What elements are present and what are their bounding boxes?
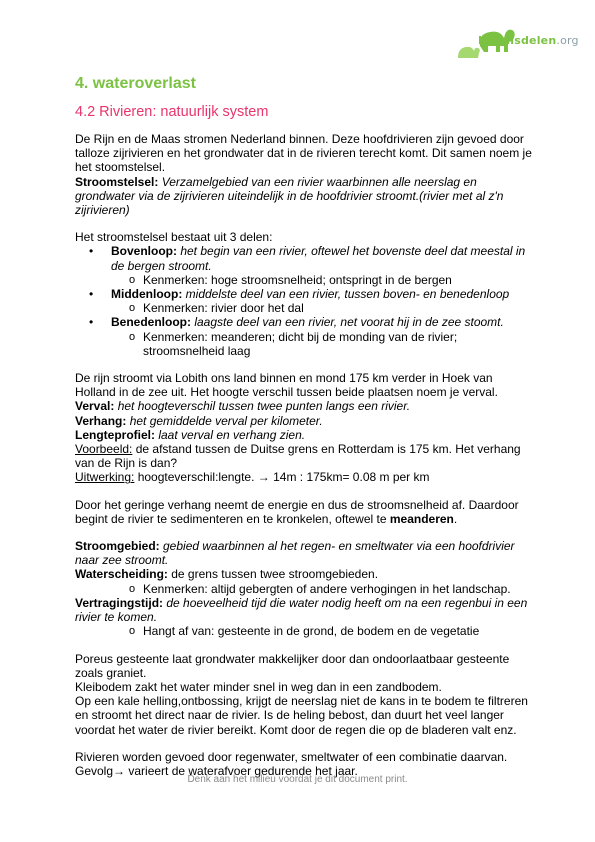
kleibodem-paragraph: Kleibodem zakt het water minder snel in weg dan in een zandbodem.	[75, 679, 442, 694]
list-item-benedenloop: • Benedenloop: laagste deel van een rivier, net voorat hij in de zee stoomt.	[89, 315, 504, 330]
uitwerking: Uitwerking: hoogteverschil:lengte. → 14m : 175km= 0.08 m per km	[75, 470, 430, 485]
delen-intro: Het stroomstelsel bestaat uit 3 delen:	[75, 230, 273, 245]
list-item-middenloop: • Middenloop: middelste deel van een rivier, tussen boven- en benedenloop	[89, 287, 510, 302]
definition-verhang: Verhang: het gemiddelde verval per kilometer.	[75, 413, 323, 428]
document-body	[75, 132, 535, 778]
definition-waterscheiding: Waterscheiding: de grens tussen twee stroomgebieden.	[75, 567, 379, 582]
logo-text: Kennisdelen.org	[478, 34, 579, 47]
definition-vertragingstijd: Vertragingstijd: de hoeveelheid tijd die water nodig heeft om na een regenbui in een rivier te komen.	[75, 595, 528, 625]
page-title: 4. wateroverlast	[75, 75, 196, 92]
definition-stroomstelsel: Stroomstelsel: Verzamelgebied van een rivier waarbinnen alle neerslag en grondwater via de zijrivieren uiteindelijk in de hoofdrivier stroomt.(rivier met al z'n zijrivieren)	[75, 174, 504, 218]
sub-item-bovenloop: o Kenmerken: hoge stroomsnelheid; ontspringt in de bergen	[129, 272, 452, 287]
rijn-paragraph: De rijn stroomt via Lobith ons land binnen en mond 175 km verder in Hoek van Holland in de zee uit. Het hoogte verschil tussen beide plaatsen noem je verval.	[75, 371, 498, 400]
section-title: 4.2 Rivieren: natuurlijk system	[75, 104, 269, 120]
gesteente-paragraph: Poreus gesteente laat grondwater makkelijker door dan ondoorlaatbaar gesteente zoals graniet.	[75, 651, 510, 680]
sub-item-middenloop: o Kenmerken: rivier door het dal	[129, 301, 304, 316]
sub-item-vertragingstijd: o Hangt af van: gesteente in de grond, de bodem en de vegetatie	[129, 624, 480, 639]
sub-item-benedenloop: o Kenmerken: meanderen; dicht bij de monding van de rivier; stroomsnelheid laag	[129, 329, 458, 358]
page-footer: Denk aan het milieu voordat je dit document print.	[187, 774, 408, 785]
definition-verval: Verval: het hoogteverschil tussen twee punten langs een rivier.	[75, 399, 411, 414]
kennisdelen-logo	[458, 16, 578, 58]
list-item-bovenloop: • Bovenloop: het begin van een rivier, oftewel het bovenste deel dat meestal in de bergen stroomt.	[89, 244, 526, 273]
sub-item-waterscheiding: o Kenmerken: altijd gebergten of andere verhogingen in het landschap.	[129, 581, 511, 596]
voorbeeld: Voorbeeld: de afstand tussen de Duitse grens en Rotterdam is 175 km. Het verhang van de Rijn is dan?	[75, 442, 521, 471]
gevoed-paragraph: Rivieren worden gevoed door regenwater, smeltwater of een combinatie daarvan.	[75, 749, 508, 764]
meanderen-paragraph: Door het geringe verhang neemt de energie en dus de stroomsnelheid af. Daardoor begint de rivier te sedimenteren en te kronkelen, oftewel te meanderen.	[75, 497, 519, 526]
definition-stroomgebied: Stroomgebied: gebied waarbinnen al het regen- en smeltwater via een hoofdrivier naar zee stroomt.	[75, 539, 515, 568]
intro-paragraph: De Rijn en de Maas stromen Nederland binnen. Deze hoofdrivieren zijn gevoed door talloze zijrivieren en het grondwater dat in de rivieren terecht komt. Dit samen noem je het stoomstelsel.	[75, 132, 532, 175]
definition-lengteprofiel: Lengteprofiel: laat verval en verhang zien.	[75, 427, 306, 442]
gevolg-paragraph: Gevolg→ varieert de waterafvoer gedurende het jaar.	[75, 763, 358, 778]
helling-paragraph: Op een kale helling,ontbossing, krijgt de neerslag niet de kans in te bodem te filtreren en stroomt het direct naar de rivier. Is de heling bebost, dan duurt het veel langer voordat het water de rivier bereikt. Komt door de regen die op de bladeren valt enz.	[75, 694, 528, 737]
